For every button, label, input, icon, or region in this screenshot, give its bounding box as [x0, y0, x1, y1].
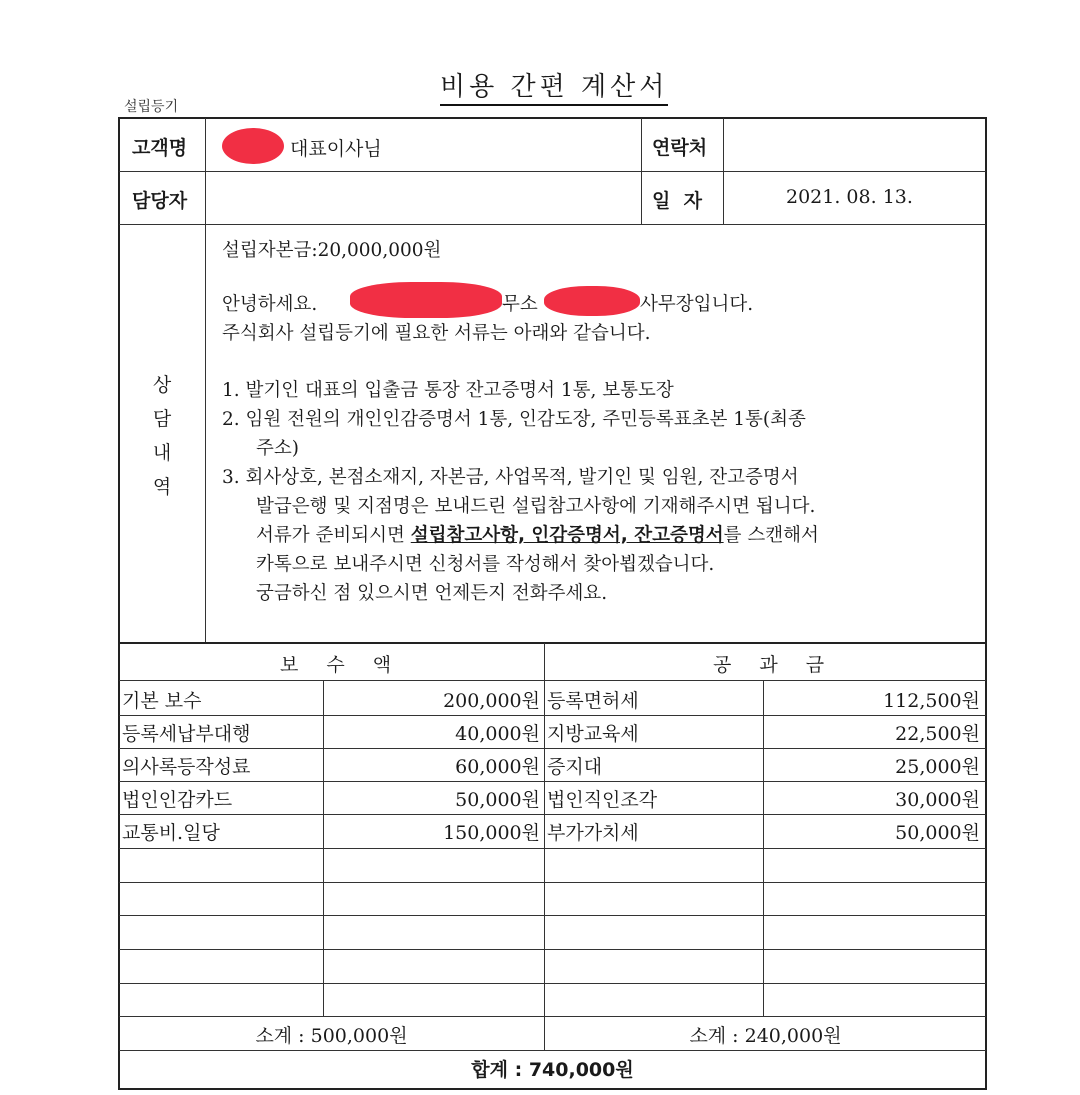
docs-prefix: 서류가 준비되시면 — [256, 525, 411, 546]
fees-subtotal: 소계 : 500,000원 — [255, 1025, 408, 1047]
fee-item-name: 등록세납부대행 — [122, 723, 251, 745]
tax-item-amount: 50,000원 — [895, 822, 980, 844]
fee-item-name: 기본 보수 — [122, 690, 202, 712]
fees-left-header: 보수액 — [280, 654, 420, 676]
requirement-item-3-send: 카톡으로 보내주시면 신청서를 작성해서 찾아뵙겠습니다. — [256, 554, 715, 575]
divider — [119, 882, 986, 883]
taxes-subtotal: 소계 : 240,000원 — [689, 1025, 842, 1047]
fee-item-name: 의사록등작성료 — [122, 756, 251, 778]
document-subtitle: 설립등기 — [124, 99, 179, 115]
requirement-item-3-cont: 발급은행 및 지점명은 보내드린 설립참고사항에 기재해주시면 됩니다. — [256, 496, 816, 517]
divider — [119, 1016, 986, 1017]
divider — [119, 171, 986, 172]
tax-item-amount: 25,000원 — [895, 756, 980, 778]
divider — [119, 224, 986, 225]
divider — [119, 915, 986, 916]
tax-item-name: 법인직인조각 — [547, 789, 658, 811]
divider — [119, 848, 986, 849]
consultation-label — [150, 368, 174, 504]
requirement-item-2: 2. 임원 전원의 개인인감증명서 1통, 인감도장, 주민등록표초본 1통(최종 — [222, 409, 806, 430]
tax-item-amount: 30,000원 — [895, 789, 980, 811]
fee-item-amount: 60,000원 — [455, 756, 540, 778]
fee-item-name: 법인인감카드 — [122, 789, 233, 811]
contact-label: 연락처 — [652, 137, 708, 159]
divider — [544, 643, 545, 1050]
document-title: 비용 간편 계산서 — [440, 66, 668, 106]
consultation-label-char: 내 — [152, 442, 172, 464]
redaction-mark — [350, 282, 502, 318]
fee-item-amount: 200,000원 — [443, 690, 540, 712]
divider — [205, 118, 206, 643]
tax-item-name: 등록면허세 — [547, 690, 639, 712]
divider — [323, 680, 324, 1016]
fee-item-name: 교통비.일당 — [122, 822, 220, 844]
fee-item-amount: 40,000원 — [455, 723, 540, 745]
greeting-line-end: 사무장입니다. — [640, 294, 754, 315]
divider — [119, 814, 986, 815]
redaction-mark — [222, 128, 284, 164]
date-value: 2021. 08. 13. — [786, 186, 913, 208]
fees-right-header: 공과금 — [713, 654, 853, 676]
tax-item-name: 부가가치세 — [547, 822, 639, 844]
tax-item-amount: 22,500원 — [895, 723, 980, 745]
divider — [119, 642, 986, 644]
requirement-item-3-contact: 궁금하신 점 있으시면 언제든지 전화주세요. — [256, 583, 608, 604]
fee-item-amount: 150,000원 — [443, 822, 540, 844]
divider — [119, 781, 986, 782]
divider — [763, 680, 764, 1016]
capital-line: 설립자본금:20,000,000원 — [222, 240, 442, 261]
divider — [119, 748, 986, 749]
divider — [119, 680, 986, 681]
divider — [723, 118, 724, 224]
divider — [119, 1050, 986, 1051]
divider — [119, 983, 986, 984]
divider — [119, 715, 986, 716]
consultation-label-char: 역 — [152, 476, 172, 498]
tax-item-name: 지방교육세 — [547, 723, 639, 745]
tax-item-name: 증지대 — [547, 756, 603, 778]
redaction-mark — [544, 286, 640, 316]
requirement-item-3: 3. 회사상호, 본점소재지, 자본금, 사업목적, 발기인 및 임원, 잔고증명서 — [222, 467, 799, 488]
consultation-label-char: 담 — [152, 408, 172, 430]
divider — [641, 118, 642, 224]
grand-total: 합계 : 740,000원 — [471, 1059, 634, 1081]
tax-item-amount: 112,500원 — [883, 690, 980, 712]
divider — [119, 949, 986, 950]
requirement-item-3-docs — [256, 521, 819, 550]
greeting-line-start: 안녕하세요. — [222, 294, 318, 315]
customer-label: 고객명 — [132, 137, 188, 159]
docs-highlight: 설립참고사항, 인감증명서, 잔고증명서 — [410, 525, 724, 546]
requirement-item-1: 1. 발기인 대표의 입출금 통장 잔고증명서 1통, 보통도장 — [222, 380, 674, 401]
manager-label: 담당자 — [132, 190, 188, 212]
greeting-line-mid: 무소 — [502, 294, 538, 315]
docs-suffix: 를 스캔해서 — [723, 525, 819, 546]
greeting-line-2: 주식회사 설립등기에 필요한 서류는 아래와 같습니다. — [222, 323, 651, 344]
date-label: 일 자 — [652, 190, 702, 212]
customer-value: 대표이사님 — [290, 138, 382, 160]
fee-item-amount: 50,000원 — [455, 789, 540, 811]
consultation-label-char: 상 — [152, 374, 172, 396]
requirement-item-2-cont: 주소) — [256, 438, 299, 459]
